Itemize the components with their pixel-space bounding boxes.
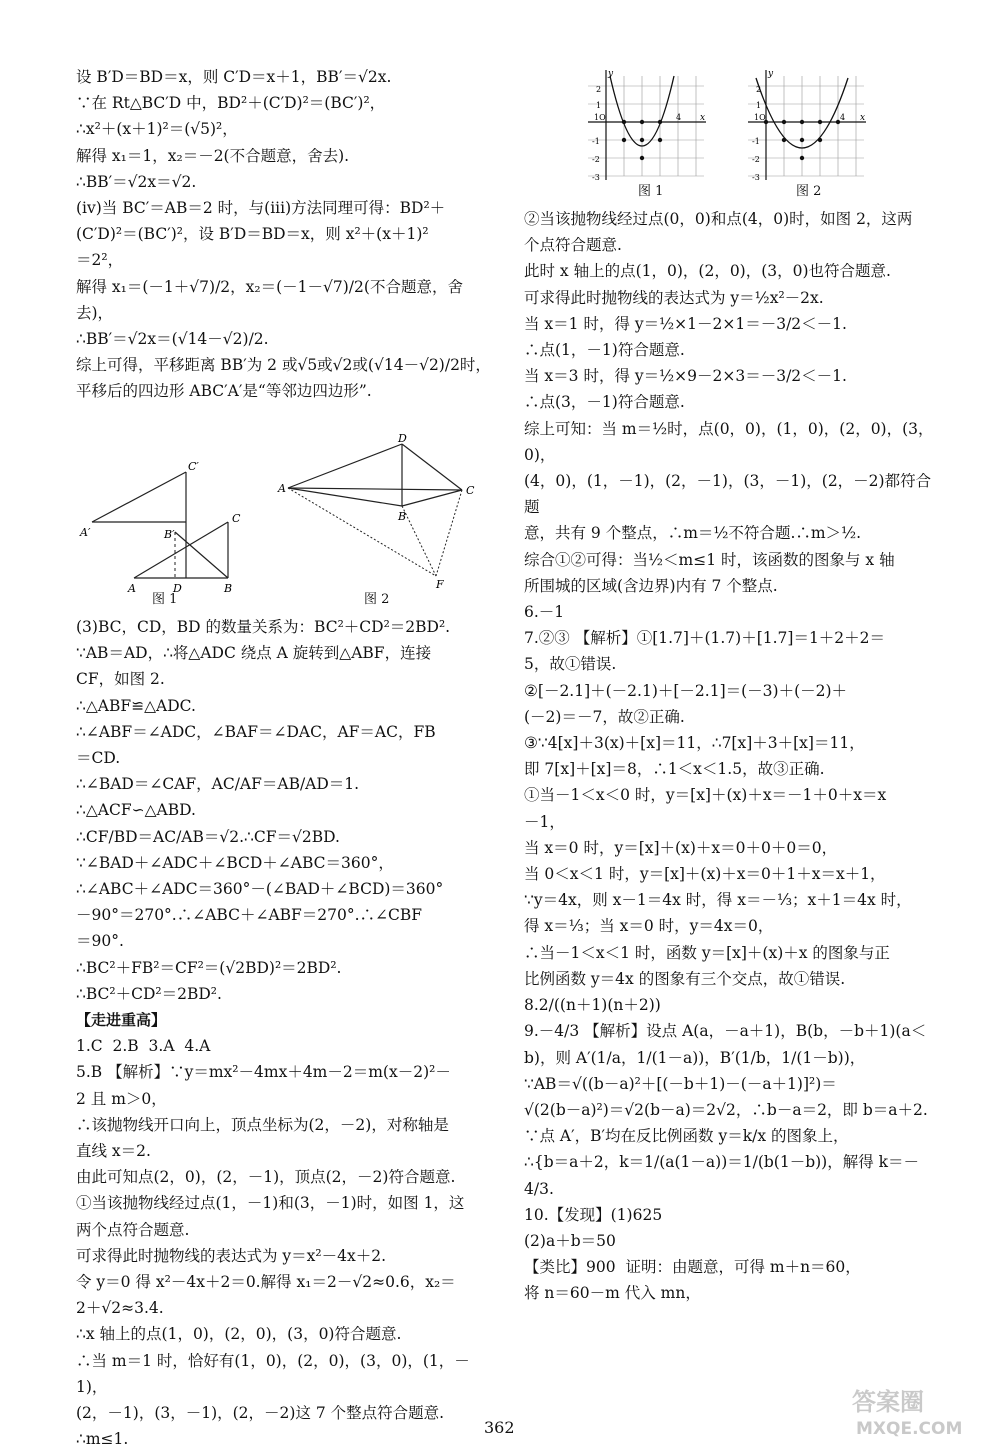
text-line: 由此可知点(2，0)，(2，－1)，顶点(2，－2)符合题意. xyxy=(76,1168,456,1187)
text-line: 当 x＝1 时，得 y＝½×1－2×1＝－3/2＜－1. xyxy=(524,314,847,333)
left-figure-2 xyxy=(276,432,486,590)
right-figure-2 xyxy=(744,68,874,184)
left-column-text-bottom xyxy=(76,614,491,1453)
text-line: (－2)＝－7，故②正确. xyxy=(524,707,685,726)
svg-text:y: y xyxy=(768,69,774,79)
text-line: 个点符合题意. xyxy=(524,236,622,255)
right-figure-2-caption: 图 2 xyxy=(796,184,822,199)
watermark-line2: MXQE.COM xyxy=(856,1419,963,1439)
text-line: 综上可得，平移距离 BB′为 2 或√5或√2或(√14－√2)/2时， xyxy=(76,356,491,375)
text-line: 5.B 【解析】∵y＝mx²－4mx＋4m－2＝m(x－2)²－ xyxy=(76,1063,451,1082)
text-line: ∴CF/BD＝AC/AB＝√2.∴CF＝√2BD. xyxy=(76,827,340,846)
text-line: 设 B′D＝BD＝x，则 C′D＝x＋1，BB′＝√2x. xyxy=(76,68,392,86)
text-line: 10.【发现】(1)625 xyxy=(524,1205,663,1224)
text-line: b)，则 A′(1/a，1/(1－a))，B′(1/b，1/(1－b))， xyxy=(524,1048,866,1067)
text-line: ∴∠ABF＝∠ADC，∠BAF＝∠DAC，AF＝AC，FB xyxy=(76,722,436,741)
text-line: ②当该抛物线经过点(0，0)和点(4，0)时，如图 2，这两 xyxy=(524,210,913,228)
text-line: ∴点(1，－1)符合题意. xyxy=(524,341,685,360)
svg-text:-2: -2 xyxy=(752,155,760,164)
text-line: 意，共有 9 个整点，∴m＝½不符合题.∴m＞½. xyxy=(524,524,862,543)
text-line: (C′D)²＝(BC′)²，设 B′D＝BD＝x，则 x²＋(x＋1)² xyxy=(76,225,429,244)
label-f: F xyxy=(436,578,444,590)
label-c: C xyxy=(232,512,241,525)
text-line: 2 且 m＞0， xyxy=(76,1089,167,1108)
label-d: D xyxy=(398,432,407,445)
text-line: √(2(b－a)²)＝√2(b－a)＝2√2，∴b－a＝2，即 b＝a＋2. xyxy=(524,1100,928,1119)
label-a-prime: A′ xyxy=(80,526,91,539)
left-figure-2-caption: 图 2 xyxy=(364,592,390,607)
text-line: 比例函数 y＝4x 的图象有三个交点，故①错误. xyxy=(524,969,846,988)
text-line: 【类比】900 证明：由题意，可得 m＋n＝60， xyxy=(524,1258,861,1277)
text-line: ＝2²， xyxy=(76,251,124,270)
text-line: 8.2/((n＋1)(n＋2)) xyxy=(524,996,661,1015)
svg-text:4: 4 xyxy=(676,113,682,122)
watermark-line1: 答案圈 xyxy=(852,1388,924,1416)
text-line: ∴△ACF∽△ABD. xyxy=(76,801,196,820)
text-line: 6.－1 xyxy=(524,603,565,622)
label-c-prime: C′ xyxy=(188,460,199,473)
text-line: 1.C 2.B 3.A 4.A xyxy=(76,1037,211,1056)
text-line: ∵AB＝AD，∴将△ADC 绕点 A 旋转到△ABF，连接 xyxy=(76,644,432,663)
svg-text:1: 1 xyxy=(756,101,762,110)
text-line: 7.②③ 【解析】①[1.7]＋(1.7)＋[1.7]＝1＋2＋2＝ xyxy=(524,629,886,648)
text-line: ①当该抛物线经过点(1，－1)和(3，－1)时，如图 1，这 xyxy=(76,1194,465,1213)
text-line: 得 x＝⅓；当 x＝0 时，y＝4x＝0， xyxy=(524,917,774,936)
text-line: ∴△ABF≌△ADC. xyxy=(76,696,196,715)
svg-text:-3: -3 xyxy=(752,173,760,182)
text-line: 解得 x₁＝1，x₂＝－2(不合题意，舍去). xyxy=(76,146,350,165)
text-line: 即 7[x]＋[x]＝8，∴1＜x＜1.5，故③正确. xyxy=(524,760,825,779)
text-line: 解得 x₁＝(－1＋√7)/2，x₂＝(－1－√7)/2(不合题意，舍去)， xyxy=(76,277,463,322)
left-column-text-top xyxy=(76,64,491,405)
text-line: ②[－2.1]＋(－2.1)＋[－2.1]＝(－3)＋(－2)＋ xyxy=(524,681,848,700)
text-line: (4，0)，(1，－1)，(2，－1)，(3，－1)，(2，－2)都符合题 xyxy=(524,472,932,517)
svg-text:2: 2 xyxy=(756,85,762,94)
text-line: ∴该抛物线开口向上，顶点坐标为(2，－2)，对称轴是 xyxy=(76,1115,449,1134)
label-b: B xyxy=(398,510,407,523)
svg-text:4: 4 xyxy=(840,113,846,122)
text-line: ∴当－1＜x＜1 时，函数 y＝[x]＋(x)＋x 的图象与正 xyxy=(524,943,890,962)
text-line: ∴BB′＝√2x＝√2. xyxy=(76,172,197,191)
label-b: B xyxy=(224,582,233,595)
text-line: 令 y＝0 得 x²－4x＋2＝0.解得 x₁＝2－√2≈0.6，x₂＝ xyxy=(76,1273,456,1292)
watermark-logo xyxy=(846,1380,986,1440)
text-line: 所围城的区域(含边界)内有 7 个整点. xyxy=(524,576,778,595)
text-line: ∵点 A′，B′均在反比例函数 y＝k/x 的图象上， xyxy=(524,1127,849,1146)
text-line: (iv)当 BC′＝AB＝2 时，与(iii)方法同理可得：BD²＋ xyxy=(76,199,446,218)
text-line: (2，－1)，(3，－1)，(2，－2)这 7 个整点符合题意. xyxy=(76,1404,445,1423)
text-line: ∴BB′＝√2x＝(√14－√2)/2. xyxy=(76,330,269,349)
text-line: 当 x＝3 时，得 y＝½×9－2×3＝－3/2＜－1. xyxy=(524,367,847,386)
text-line: ∵AB＝√((b－a)²＋[(－b＋1)－(－a＋1)]²)＝ xyxy=(524,1074,837,1093)
text-line: 可求得此时抛物线的表达式为 y＝½x²－2x. xyxy=(524,288,824,307)
text-line: 两个点符合题意. xyxy=(76,1220,190,1239)
page-number: 362 xyxy=(484,1418,515,1437)
text-line: 当 0＜x＜1 时，y＝[x]＋(x)＋x＝0＋1＋x＝x＋1， xyxy=(524,865,886,884)
svg-text:1: 1 xyxy=(596,101,602,110)
text-line: ∵在 Rt△BC′D 中，BD²＋(C′D)²＝(BC′)²， xyxy=(76,94,386,113)
text-line: ①当－1＜x＜0 时，y＝[x]＋(x)＋x＝－1＋0＋x＝x xyxy=(524,786,887,805)
label-a: A xyxy=(278,482,286,495)
text-line: －1， xyxy=(524,812,565,831)
text-line: 综上可知：当 m＝½时，点(0，0)，(1，0)，(2，0)，(3，0)， xyxy=(524,419,934,464)
text-line: ∴点(3，－1)符合题意. xyxy=(524,393,685,412)
text-line: －90°＝270°.∴∠ABC＋∠ABF＝270°.∴∠CBF xyxy=(76,906,423,925)
text-line: ∴BC²＋FB²＝CF²＝(√2BD)²＝2BD². xyxy=(76,958,342,977)
right-column-text xyxy=(524,206,944,1307)
text-line: ∴BC²＋CD²＝2BD². xyxy=(76,984,222,1003)
text-line: ＝90°. xyxy=(76,932,124,951)
left-figure-1-caption: 图 1 xyxy=(152,592,178,607)
text-line: 5，故①错误. xyxy=(524,655,617,674)
text-line: 综合①②可得：当½＜m≤1 时，该函数的图象与 x 轴 xyxy=(524,550,895,569)
svg-text:x: x xyxy=(860,113,866,123)
text-line: ∴∠ABC＋∠ADC＝360°－(∠BAD＋∠BCD)＝360° xyxy=(76,880,444,899)
left-figure-1 xyxy=(78,458,268,598)
svg-text:2: 2 xyxy=(596,85,602,94)
text-line: (3)BC，CD，BD 的数量关系为：BC²＋CD²＝2BD². xyxy=(76,618,451,636)
text-line: 平移后的四边形 ABC′A′是“等邻边四边形”. xyxy=(76,382,372,401)
text-line: (2)a＋b＝50 xyxy=(524,1231,616,1250)
svg-text:1O: 1O xyxy=(594,113,606,122)
text-line: ③∵4[x]＋3(x)＋[x]＝11，∴7[x]＋3＋[x]＝11， xyxy=(524,734,865,753)
text-line: ∵y＝4x，则 x－1＝4x 时，得 x＝－⅓；x＋1＝4x 时， xyxy=(524,891,912,910)
text-line: CF，如图 2. xyxy=(76,670,165,689)
text-line: 2＋√2≈3.4. xyxy=(76,1299,164,1318)
svg-text:-1: -1 xyxy=(752,137,760,146)
svg-text:-3: -3 xyxy=(592,173,600,182)
svg-text:-1: -1 xyxy=(592,137,600,146)
label-b-prime: B′ xyxy=(164,528,175,541)
right-figure-1 xyxy=(584,68,714,184)
text-line: ∴x 轴上的点(1，0)，(2，0)，(3，0)符合题意. xyxy=(76,1325,402,1344)
svg-text:x: x xyxy=(700,113,706,123)
text-line: ＝CD. xyxy=(76,749,121,768)
text-line: 9.－4/3 【解析】设点 A(a，－a＋1)，B(b，－b＋1)(a＜ xyxy=(524,1022,927,1041)
text-line: ∴x²＋(x＋1)²＝(√5)²， xyxy=(76,120,238,139)
text-line: 将 n＝60－m 代入 mn， xyxy=(524,1284,701,1303)
text-line: ∴∠BAD＝∠CAF，AC/AF＝AB/AD＝1. xyxy=(76,775,360,794)
svg-text:-2: -2 xyxy=(592,155,600,164)
right-figure-1-caption: 图 1 xyxy=(638,184,664,199)
text-line: ∴{b＝a＋2，k＝1/(a(1－a))＝1/(b(1－b))，解得 k＝－4/3. xyxy=(524,1153,920,1198)
text-line: ∵∠BAD＋∠ADC＋∠BCD＋∠ABC＝360°， xyxy=(76,853,394,872)
svg-text:1O: 1O xyxy=(754,113,766,122)
text-line: 此时 x 轴上的点(1，0)，(2，0)，(3，0)也符合题意. xyxy=(524,262,891,281)
text-line: 直线 x＝2. xyxy=(76,1142,151,1161)
label-a: A xyxy=(128,582,136,595)
text-line: 【走进重高】 xyxy=(76,1011,167,1030)
text-line: ∴m≤1. xyxy=(76,1430,129,1449)
label-c: C xyxy=(466,484,475,497)
text-line: 可求得此时抛物线的表达式为 y＝x²－4x＋2. xyxy=(76,1246,387,1265)
label-d: D xyxy=(173,582,182,595)
svg-text:y: y xyxy=(608,69,614,79)
text-line: ∴当 m＝1 时，恰好有(1，0)，(2，0)，(3，0)，(1，－1)， xyxy=(76,1351,470,1396)
text-line: 当 x＝0 时，y＝[x]＋(x)＋x＝0＋0＋0＝0， xyxy=(524,838,838,857)
